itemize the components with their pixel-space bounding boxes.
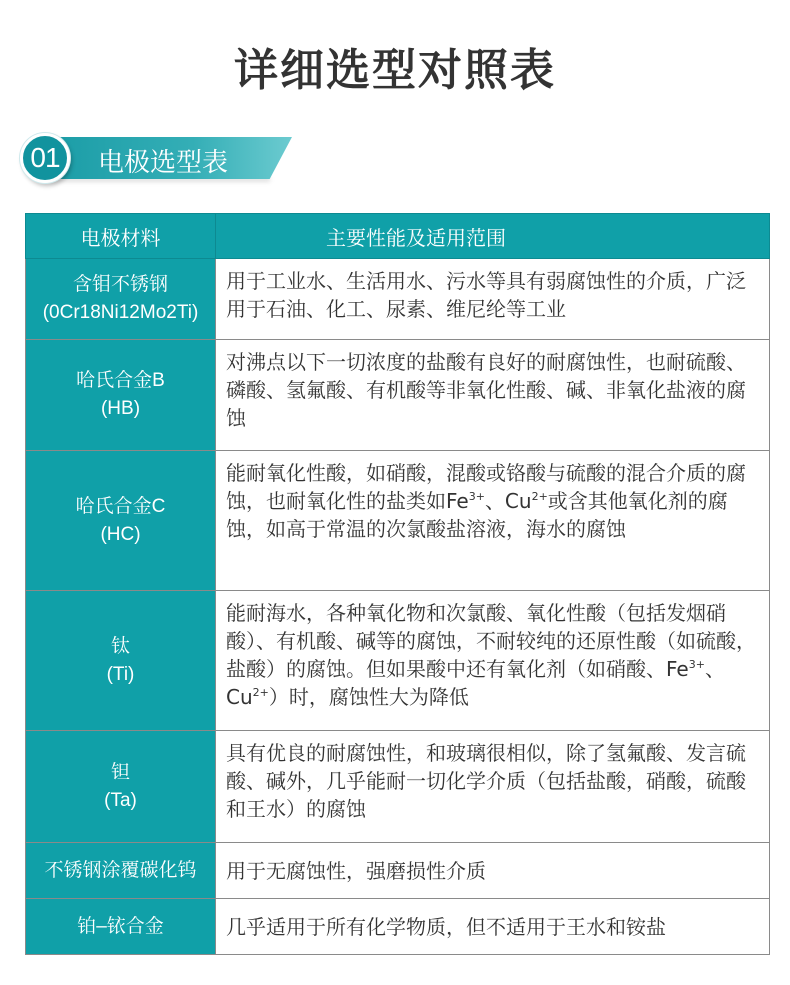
table-row xyxy=(26,340,770,451)
material-name: 哈氏合金C xyxy=(75,495,166,517)
description-cell xyxy=(216,731,770,843)
electrode-selection-table xyxy=(25,213,770,955)
material-cell xyxy=(26,259,216,340)
material-code: (Ta) xyxy=(104,789,137,811)
material-code: (HC) xyxy=(100,523,141,545)
page-title: 详细选型对照表 xyxy=(234,45,556,96)
material-name: 哈氏合金B xyxy=(76,370,165,391)
description-text: ）时，腐蚀性大为降低 xyxy=(268,685,469,709)
description-cell xyxy=(216,591,770,731)
table-row xyxy=(26,591,770,731)
table-row xyxy=(26,843,770,899)
superscript: 3+ xyxy=(688,658,705,671)
description-text: 或含其他氧化剂的腐蚀，如高于常温的次氯酸盐溶液，海水的腐蚀 xyxy=(226,489,728,541)
material-code: (HB) xyxy=(100,398,141,419)
description-text: 能耐氧化性酸，如硝酸，混酸或铬酸与硫酸的混合介质的腐蚀，也耐氧化性的盐类如Fe xyxy=(226,461,746,513)
description-cell xyxy=(216,259,770,340)
section-title: 电极选型表 xyxy=(98,148,229,178)
description-cell xyxy=(216,843,770,899)
material-name: 含钼不锈钢 xyxy=(72,274,168,295)
header-performance: 主要性能及适用范围 xyxy=(216,214,770,259)
header-material: 电极材料 xyxy=(26,214,216,259)
table-row xyxy=(26,259,770,340)
description-text: 用于工业水、生活用水、污水等具有弱腐蚀性的介质，广泛用于石油、化工、尿素、维尼纶等工业 xyxy=(226,269,746,321)
superscript: 2+ xyxy=(252,686,269,699)
material-code: (0Cr18Ni12Mo2Ti) xyxy=(42,302,199,323)
material-name: 钽 xyxy=(110,761,130,783)
description-text: 具有优良的耐腐蚀性，和玻璃很相似，除了氢氟酸、发言硫酸、碱外，几乎能耐一切化学介质（包括盐酸，硝酸，硫酸和王水）的腐蚀 xyxy=(226,741,746,821)
material-cell xyxy=(26,451,216,591)
description-text: 能耐海水，各种氧化物和次氯酸、氧化性酸（包括发烟硝酸）、有机酸、碱等的腐蚀，不耐较纯的还原性酸（如硫酸，盐酸）的腐蚀。但如果酸中还有氧化剂（如硝酸、Fe xyxy=(226,601,756,681)
material-cell xyxy=(26,731,216,843)
table-row xyxy=(26,899,770,955)
table-row xyxy=(26,731,770,843)
superscript: 3+ xyxy=(468,490,485,503)
material-cell xyxy=(26,591,216,731)
description-cell xyxy=(216,899,770,955)
description-cell xyxy=(216,340,770,451)
material-name: 铂–铱合金 xyxy=(77,915,164,937)
section-banner xyxy=(20,133,292,183)
section-number-badge: 01 xyxy=(20,133,70,183)
description-text: 、Cu xyxy=(484,489,532,513)
table-row xyxy=(26,451,770,591)
superscript: 2+ xyxy=(531,490,548,503)
material-code: (Ti) xyxy=(106,663,135,685)
material-cell xyxy=(26,899,216,955)
description-text: 几乎适用于所有化学物质，但不适用于王水和铵盐 xyxy=(226,914,666,939)
material-name: 钛 xyxy=(110,635,130,657)
description-text: 对沸点以下一切浓度的盐酸有良好的耐腐蚀性，也耐硫酸、磷酸、氢氟酸、有机酸等非氧化性酸、碱、非氧化盐液的腐蚀 xyxy=(226,350,746,430)
material-name: 不锈钢涂覆碳化钨 xyxy=(44,859,197,881)
description-cell xyxy=(216,451,770,591)
material-cell xyxy=(26,843,216,899)
table-header-row xyxy=(26,214,770,259)
description-text: 、Cu xyxy=(226,657,725,709)
material-cell xyxy=(26,340,216,451)
description-text: 用于无腐蚀性，强磨损性介质 xyxy=(226,858,486,883)
